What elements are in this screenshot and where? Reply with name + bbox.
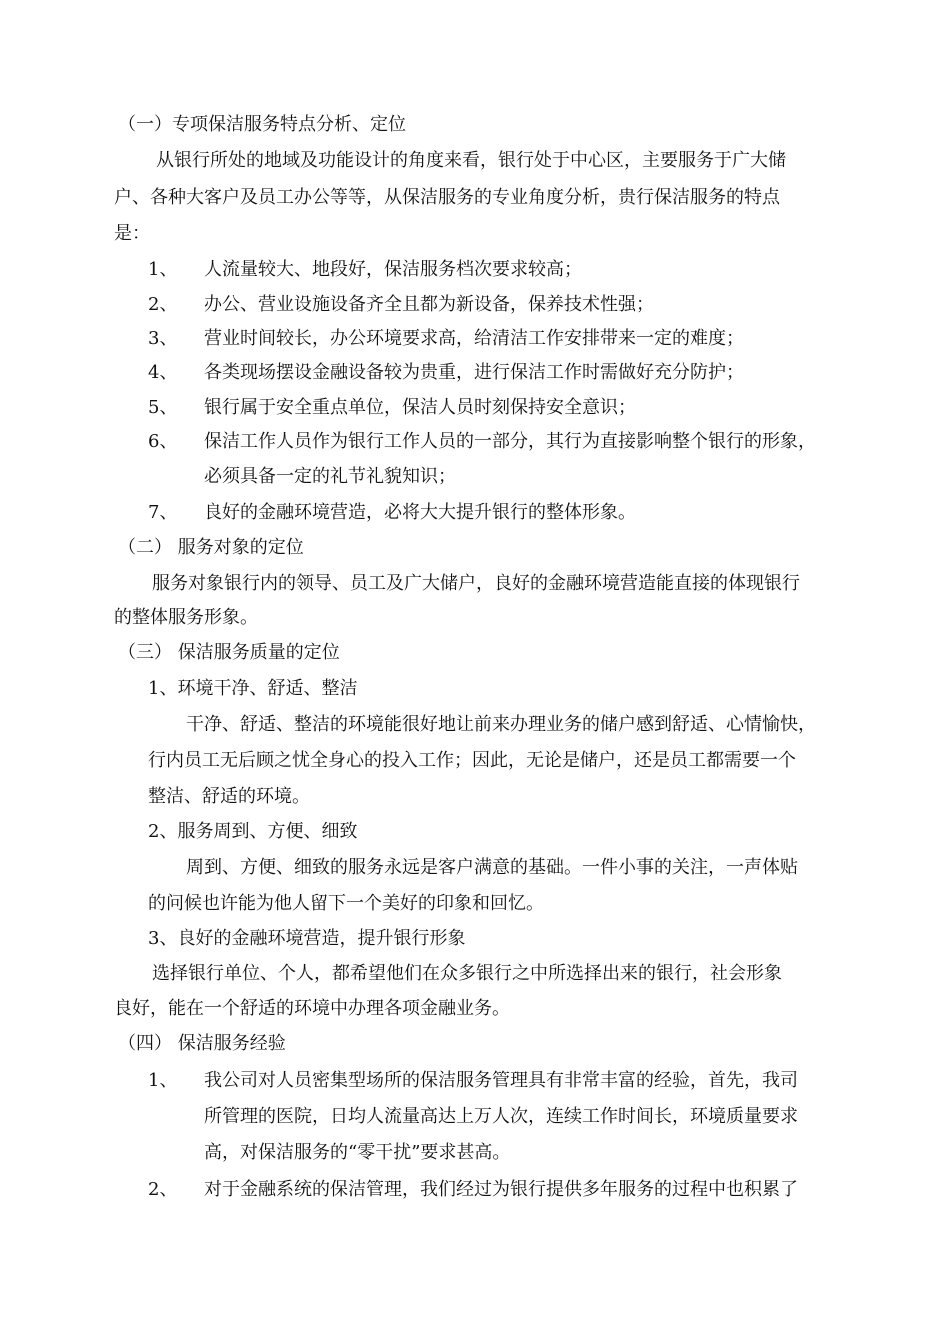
paragraph-line: 干净、舒适、整洁的环境能很好地让前来办理业务的储户感到舒适、心情愉快， — [186, 714, 816, 735]
subsection-title: 2、服务周到、方便、细致 — [148, 821, 358, 842]
list-item-text: 人流量较大、地段好，保洁服务档次要求较高； — [204, 259, 582, 280]
subsection-title: 3、良好的金融环境营造，提升银行形象 — [148, 928, 466, 949]
paragraph-line: 从银行所处的地域及功能设计的角度来看，银行处于中心区，主要服务于广大储 — [156, 150, 786, 171]
list-item-text: 营业时间较长，办公环境要求高，给清洁工作安排带来一定的难度； — [204, 328, 744, 349]
list-item-number: 2、 — [148, 1179, 178, 1200]
list-item-text: 保洁工作人员作为银行工作人员的一部分，其行为直接影响整个银行的形象， — [204, 431, 816, 452]
section-heading: （三） 保洁服务质量的定位 — [118, 642, 340, 663]
section-heading: （二） 服务对象的定位 — [118, 537, 304, 558]
list-item-text: 良好的金融环境营造，必将大大提升银行的整体形象。 — [204, 502, 636, 523]
list-item-text: 必须具备一定的礼节礼貌知识； — [204, 466, 456, 487]
paragraph-line: 良好，能在一个舒适的环境中办理各项金融业务。 — [114, 998, 510, 1019]
list-item-number: 3、 — [148, 328, 178, 349]
list-item-number: 2、 — [148, 294, 178, 315]
paragraph-line: 的整体服务形象。 — [114, 607, 258, 628]
list-item-text: 对于金融系统的保洁管理，我们经过为银行提供多年服务的过程中也积累了 — [204, 1179, 798, 1200]
list-item-text: 我公司对人员密集型场所的保洁服务管理具有非常丰富的经验，首先，我司 — [204, 1070, 798, 1091]
list-item-text: 办公、营业设施设备齐全且都为新设备，保养技术性强； — [204, 294, 654, 315]
list-item-text: 高，对保洁服务的“零干扰”要求甚高。 — [204, 1142, 511, 1163]
subsection-title: 1、环境干净、舒适、整洁 — [148, 678, 358, 699]
paragraph-line: 选择银行单位、个人，都希望他们在众多银行之中所选择出来的银行，社会形象 — [152, 963, 782, 984]
paragraph-line: 服务对象银行内的领导、员工及广大储户，良好的金融环境营造能直接的体现银行 — [152, 573, 800, 594]
list-item-number: 5、 — [148, 397, 178, 418]
section-heading: （四） 保洁服务经验 — [118, 1033, 286, 1054]
section-heading: （一）专项保洁服务特点分析、定位 — [118, 114, 406, 135]
list-item-number: 1、 — [148, 1070, 178, 1091]
list-item-number: 4、 — [148, 362, 178, 383]
paragraph-line: 整洁、舒适的环境。 — [148, 786, 310, 807]
paragraph-line: 的问候也许能为他人留下一个美好的印象和回忆。 — [148, 893, 544, 914]
list-item-number: 7、 — [148, 502, 178, 523]
paragraph-line: 是： — [114, 223, 150, 244]
list-item-text: 银行属于安全重点单位，保洁人员时刻保持安全意识； — [204, 397, 636, 418]
paragraph-line: 户、各种大客户及员工办公等等，从保洁服务的专业角度分析，贵行保洁服务的特点 — [114, 187, 780, 208]
list-item-text: 所管理的医院，日均人流量高达上万人次，连续工作时间长，环境质量要求 — [204, 1106, 798, 1127]
paragraph-line: 周到、方便、细致的服务永远是客户满意的基础。一件小事的关注，一声体贴 — [186, 857, 798, 878]
list-item-number: 1、 — [148, 259, 178, 280]
list-item-text: 各类现场摆设金融设备较为贵重，进行保洁工作时需做好充分防护； — [204, 362, 744, 383]
list-item-number: 6、 — [148, 431, 178, 452]
paragraph-line: 行内员工无后顾之忧全身心的投入工作；因此，无论是储户，还是员工都需要一个 — [148, 750, 796, 771]
